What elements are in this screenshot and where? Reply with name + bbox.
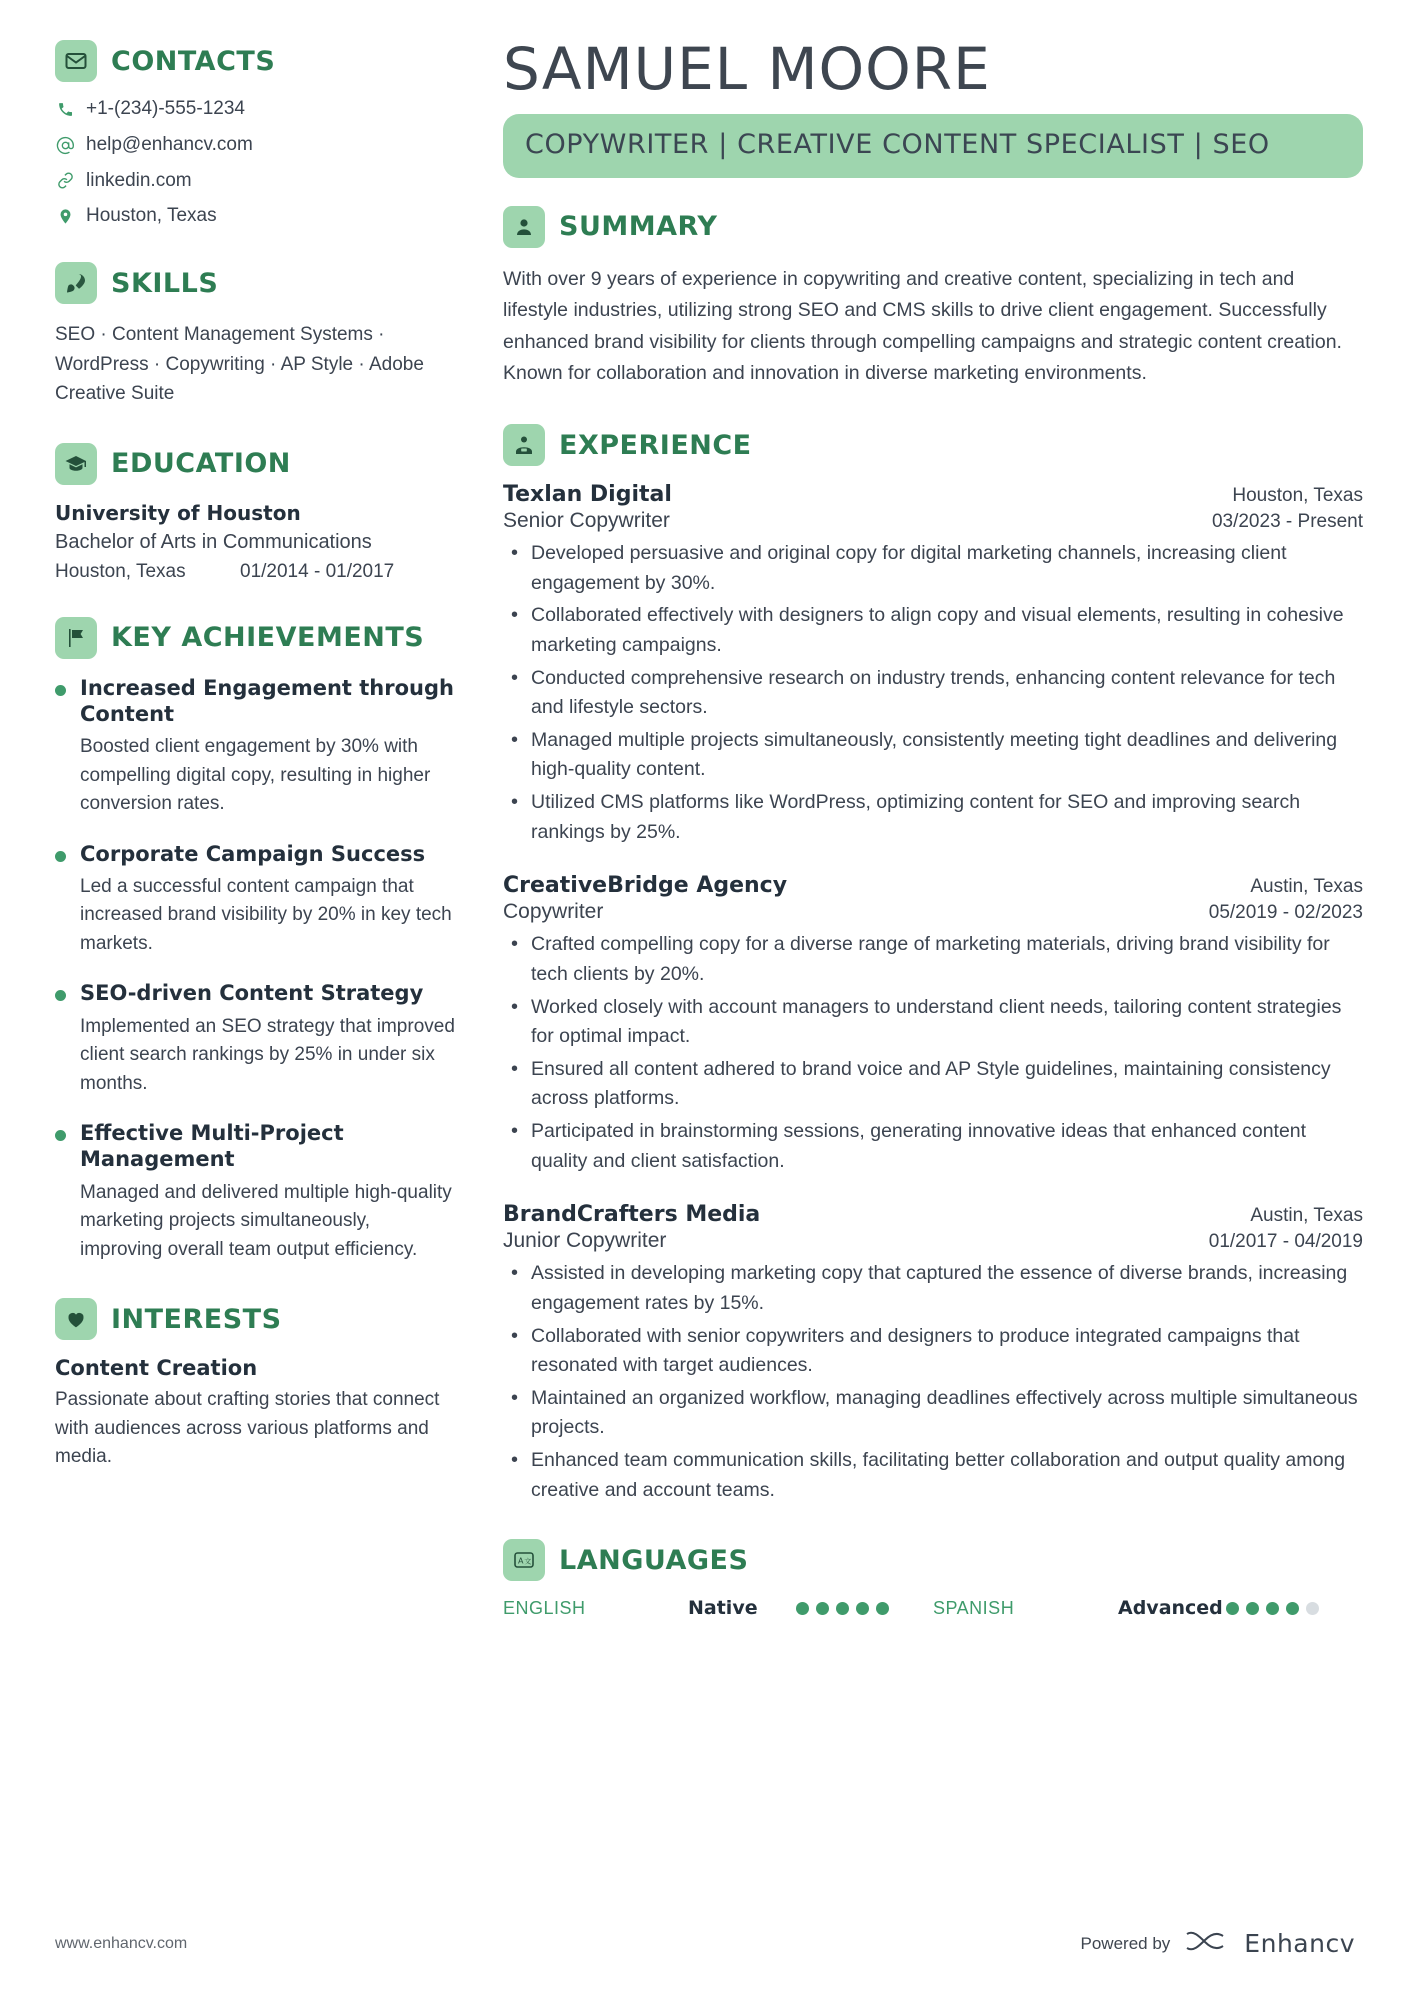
interest-desc: Passionate about crafting stories that connect with audiences across various platforms and media.	[55, 1389, 440, 1467]
experience-dates: 05/2019 - 02/2023	[1208, 902, 1363, 924]
contact-email-value: help@enhancv.com	[86, 133, 253, 155]
powered-by-label: Powered by	[1080, 1933, 1171, 1953]
experience-location: Austin, Texas	[1250, 1205, 1363, 1227]
experience-dates: 01/2017 - 04/2019	[1208, 1231, 1363, 1253]
language-level-dots	[1226, 1602, 1319, 1615]
achievement-desc: Boosted client engagement by 30% with compelling digital copy, resulting in higher conversion rates.	[80, 736, 431, 814]
languages-section	[503, 1539, 1363, 1619]
contacts-section	[55, 40, 455, 228]
contact-link	[55, 170, 455, 193]
experience-dates: 03/2023 - Present	[1211, 511, 1363, 533]
achievement-item	[55, 841, 455, 959]
languages-title: LANGUAGES	[559, 1544, 749, 1576]
experience-entry	[503, 873, 1363, 1176]
experience-location: Austin, Texas	[1250, 876, 1363, 898]
candidate-name: SAMUEL MOORE	[503, 35, 991, 103]
at-sign-icon	[55, 136, 75, 155]
achievement-desc: Managed and delivered multiple high-quality marketing projects simultaneously, improving overall team output efficiency.	[80, 1181, 452, 1260]
contact-location-value: Houston, Texas	[86, 205, 217, 227]
experience-bullets	[503, 1259, 1363, 1505]
experience-bullet: • Utilized CMS platforms like WordPress, optimizing content for SEO and improving search rankings by 25%.	[529, 788, 1363, 847]
resume-columns	[55, 35, 1363, 1653]
svg-text:A: A	[518, 1556, 524, 1566]
achievements-heading	[55, 617, 455, 659]
briefcase-person-icon	[503, 424, 545, 466]
achievement-desc: Led a successful content campaign that increased brand visibility by 20% in key tech markets.	[80, 875, 452, 954]
level-dot-filled	[816, 1602, 829, 1615]
achievement-title: Effective Multi-Project Management	[80, 1121, 344, 1172]
brand-name: Enhancv	[1244, 1929, 1355, 1958]
experience-entry-top	[503, 873, 1363, 898]
education-meta	[55, 561, 455, 583]
education-location: Houston, Texas	[55, 560, 186, 582]
contact-link-value: linkedin.com	[86, 169, 192, 191]
right-column	[485, 35, 1363, 1653]
experience-role: Junior Copywriter	[503, 1229, 667, 1253]
achievement-item	[55, 980, 455, 1098]
bullet-dot-icon	[55, 685, 66, 696]
language-level: Advanced	[1118, 1597, 1223, 1620]
contacts-title: CONTACTS	[111, 45, 276, 77]
flag-icon	[55, 617, 97, 659]
level-dot-filled	[836, 1602, 849, 1615]
experience-title: EXPERIENCE	[559, 429, 752, 461]
experience-entry-sub	[503, 900, 1363, 924]
level-dot-filled	[1226, 1602, 1239, 1615]
contact-phone-value: +1-(234)-555-1234	[86, 98, 245, 119]
experience-bullets	[503, 930, 1363, 1176]
footer-url[interactable]: www.enhancv.com	[55, 1934, 188, 1952]
enhancv-logo-icon	[1184, 1928, 1230, 1959]
summary-text: With over 9 years of experience in copywriting and creative content, specializing in tech and lifestyle industries, utilizing strong SEO and CMS skills to drive client engagement. Successfully enhanced brand visibility for clients through compelling campaigns and strategic content creation. Known for collaboration and innovation in diverse marketing environments.	[503, 267, 1342, 385]
language-name: SPANISH	[933, 1597, 1015, 1618]
experience-bullet: • Managed multiple projects simultaneously, consistently meeting tight deadlines and delivering high-quality content.	[529, 726, 1363, 785]
experience-entry-top	[503, 482, 1363, 507]
experience-bullet: • Collaborated effectively with designers to align copy and visual elements, resulting in cohesive marketing campaigns.	[529, 601, 1363, 660]
bullet-dot-icon	[55, 990, 66, 1001]
education-section	[55, 443, 455, 583]
experience-bullet: • Assisted in developing marketing copy that captured the essence of diverse brands, increasing engagement rates by 15%.	[529, 1259, 1363, 1318]
skills-title: SKILLS	[111, 267, 219, 299]
languages-heading	[503, 1539, 1363, 1581]
education-dates: 01/2014 - 01/2017	[240, 560, 395, 582]
achievements-title: KEY ACHIEVEMENTS	[111, 622, 425, 653]
contact-location	[55, 205, 455, 228]
experience-company: BrandCrafters Media	[503, 1202, 761, 1228]
experience-bullets	[503, 539, 1363, 847]
bullet-dot-icon	[55, 851, 66, 862]
level-dot-filled	[796, 1602, 809, 1615]
experience-bullet: • Developed persuasive and original copy for digital marketing channels, increasing client engagement by 30%.	[529, 539, 1363, 598]
experience-bullet: • Conducted comprehensive research on industry trends, enhancing content relevance for tech and lifestyle sectors.	[529, 664, 1363, 723]
footer-brand-block	[1081, 1928, 1355, 1959]
contacts-list	[55, 98, 455, 228]
experience-role: Senior Copywriter	[503, 509, 670, 533]
education-title: EDUCATION	[111, 448, 291, 479]
location-pin-icon	[55, 208, 75, 225]
language-level: Native	[688, 1597, 758, 1620]
achievement-item	[55, 1120, 455, 1264]
experience-entry-top	[503, 1202, 1363, 1227]
contact-phone	[55, 98, 455, 121]
interests-title: INTERESTS	[111, 1303, 282, 1335]
contacts-heading	[55, 40, 455, 82]
skills-section	[55, 262, 455, 408]
bullet-dot-icon	[55, 1130, 66, 1141]
phone-icon	[55, 101, 75, 118]
languages-row	[503, 1597, 1363, 1619]
summary-section	[503, 206, 1363, 390]
graduation-cap-icon	[55, 443, 97, 485]
level-dot-filled	[856, 1602, 869, 1615]
education-heading	[55, 443, 455, 485]
language-item-english	[503, 1597, 933, 1619]
experience-entry	[503, 1202, 1363, 1505]
page-footer	[55, 1928, 1355, 1959]
experience-bullet: • Collaborated with senior copywriters and designers to produce integrated campaigns that resonated with target audiences.	[529, 1322, 1363, 1381]
translate-icon	[503, 1539, 545, 1581]
language-level-dots	[796, 1602, 889, 1615]
experience-bullet: • Ensured all content adhered to brand voice and AP Style guidelines, maintaining consistency across platforms.	[529, 1055, 1363, 1114]
skills-text: SEO · Content Management Systems · WordPress · Copywriting · AP Style · Adobe Creative Suite	[55, 324, 424, 405]
level-dot-filled	[1246, 1602, 1259, 1615]
achievement-title: Corporate Campaign Success	[80, 841, 426, 866]
interests-heading	[55, 1298, 455, 1340]
experience-entry-sub	[503, 1229, 1363, 1253]
summary-heading	[503, 206, 1363, 248]
left-column	[55, 40, 485, 1506]
skills-heading	[55, 262, 455, 304]
summary-title: SUMMARY	[559, 211, 718, 243]
education-school: University of Houston	[55, 500, 301, 525]
experience-bullet: • Crafted compelling copy for a diverse range of marketing materials, driving brand visibility for tech clients by 20%.	[529, 930, 1363, 989]
experience-location: Houston, Texas	[1232, 485, 1363, 507]
interest-title: Content Creation	[55, 1356, 258, 1380]
achievement-title: SEO-driven Content Strategy	[80, 981, 424, 1006]
contact-email	[55, 134, 455, 157]
achievement-desc: Implemented an SEO strategy that improved client search rankings by 25% in under six months.	[80, 1015, 455, 1094]
candidate-headline: COPYWRITER | CREATIVE CONTENT SPECIALIST | SEO	[503, 114, 1363, 178]
level-dot-empty	[1306, 1602, 1319, 1615]
svg-text:文: 文	[524, 1557, 532, 1566]
envelope-icon	[55, 40, 97, 82]
level-dot-filled	[876, 1602, 889, 1615]
experience-heading	[503, 424, 1363, 466]
language-item-spanish	[933, 1597, 1363, 1619]
achievements-section	[55, 617, 455, 1265]
experience-company: CreativeBridge Agency	[503, 873, 788, 899]
heart-icon	[55, 1298, 97, 1340]
language-name: ENGLISH	[503, 1597, 586, 1618]
rocket-icon	[55, 262, 97, 304]
level-dot-filled	[1266, 1602, 1279, 1615]
experience-entry-sub	[503, 509, 1363, 533]
experience-bullet: • Participated in brainstorming sessions, generating innovative ideas that enhanced content quality and client satisfaction.	[529, 1117, 1363, 1176]
achievement-item	[55, 675, 455, 819]
experience-bullet: • Maintained an organized workflow, managing deadlines effectively across multiple simultaneous projects.	[529, 1384, 1363, 1443]
link-icon	[55, 172, 75, 189]
experience-bullet: • Worked closely with account managers to understand client needs, tailoring content strategies for optimal impact.	[529, 993, 1363, 1052]
experience-entry	[503, 482, 1363, 847]
person-icon	[503, 206, 545, 248]
education-degree: Bachelor of Arts in Communications	[55, 530, 372, 553]
experience-role: Copywriter	[503, 900, 604, 924]
experience-section	[503, 424, 1363, 1505]
experience-bullet: • Enhanced team communication skills, facilitating better collaboration and output quality among creative and account teams.	[529, 1446, 1363, 1505]
experience-company: Texlan Digital	[503, 482, 672, 508]
achievement-title: Increased Engagement through Content	[80, 675, 454, 726]
level-dot-filled	[1286, 1602, 1299, 1615]
interests-section	[55, 1298, 455, 1472]
